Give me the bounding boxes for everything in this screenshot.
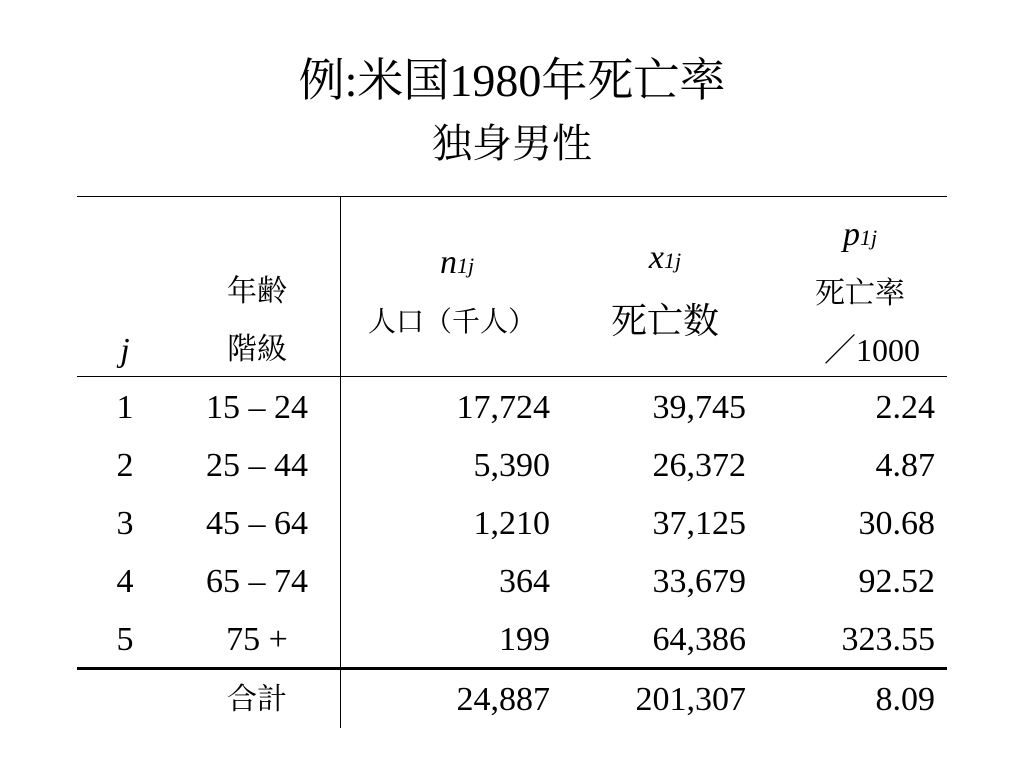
header-pop-symbol (397, 243, 517, 286)
cell-rate: 92.52 (858, 563, 935, 600)
header-rate-symbol (810, 215, 910, 258)
rate-symbol: p (842, 216, 860, 253)
cell-age: 15 – 24 (206, 389, 308, 426)
death-subscript: 1j (663, 248, 682, 273)
cell-rate: 323.55 (841, 621, 935, 658)
title-colon: : (344, 55, 358, 106)
cell-age: 25 – 44 (206, 447, 308, 484)
header-death-symbol (610, 238, 720, 281)
total-rate: 8.09 (875, 681, 935, 718)
slide-title (0, 52, 1024, 169)
header-j: j (120, 332, 130, 369)
header-age-line1: 年齢 (227, 274, 287, 309)
mortality-table (77, 196, 947, 728)
pop-symbol: n (439, 244, 457, 281)
header-death-label: 死亡数 (610, 301, 719, 342)
rate-subscript: 1j (859, 225, 878, 250)
title-year: 1980 (449, 55, 542, 106)
total-label: 合計 (227, 682, 287, 717)
cell-deaths: 39,745 (652, 389, 746, 426)
title-prefix: 例 (298, 53, 345, 107)
pop-subscript: 1j (456, 253, 475, 278)
cell-j: 3 (116, 505, 134, 542)
total-pop: 24,887 (456, 681, 550, 718)
header-rate-label: 死亡率 (815, 276, 905, 311)
cell-pop: 199 (499, 621, 550, 658)
total-rule (77, 667, 947, 670)
cell-deaths: 64,386 (652, 621, 746, 658)
cell-j: 4 (116, 563, 134, 600)
header-pop-label: 人口（千人） (367, 305, 536, 338)
total-deaths: 201,307 (635, 681, 746, 718)
cell-age: 75 + (226, 621, 288, 658)
header-rule (77, 376, 947, 377)
title-subtitle: 独身男性 (432, 121, 592, 167)
column-divider (340, 196, 341, 728)
top-rule (77, 196, 947, 197)
header-age-line2: 階級 (227, 332, 287, 367)
cell-age: 45 – 64 (206, 505, 308, 542)
title-country: 米国 (357, 53, 450, 107)
title-suffix: 年死亡率 (541, 53, 726, 107)
cell-pop: 364 (499, 563, 550, 600)
cell-pop: 1,210 (473, 505, 550, 542)
header-rate-unit: ／1000 (823, 332, 920, 368)
cell-rate: 30.68 (858, 505, 935, 542)
cell-deaths: 37,125 (652, 505, 746, 542)
cell-rate: 2.24 (875, 389, 935, 426)
cell-j: 1 (116, 389, 134, 426)
cell-j: 2 (116, 447, 134, 484)
cell-deaths: 33,679 (652, 563, 746, 600)
cell-age: 65 – 74 (206, 563, 308, 600)
death-symbol: x (648, 239, 664, 276)
cell-rate: 4.87 (875, 447, 935, 484)
cell-pop: 5,390 (473, 447, 550, 484)
title-main (0, 52, 1024, 109)
cell-j: 5 (116, 621, 134, 658)
cell-deaths: 26,372 (652, 447, 746, 484)
cell-pop: 17,724 (456, 389, 550, 426)
